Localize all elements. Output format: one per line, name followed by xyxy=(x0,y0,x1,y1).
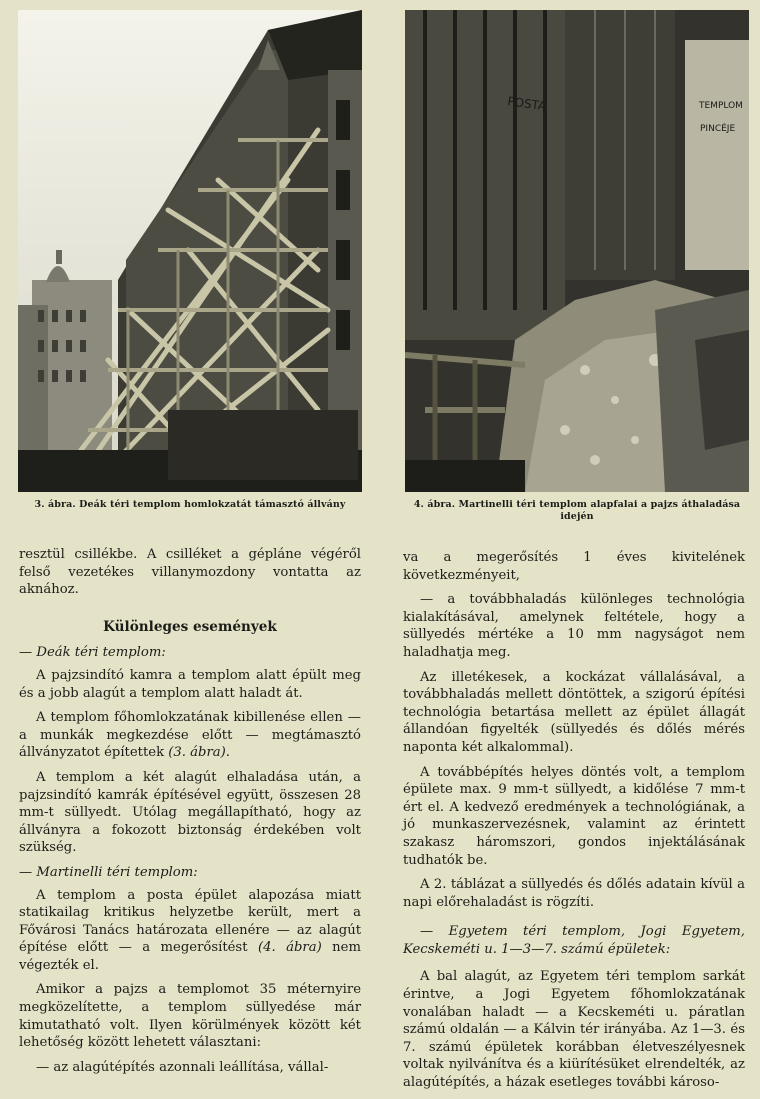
paragraph: A templom a két alagút elhaladása után, a pajzsindító kamrák építésével együtt, összesen 28 mm-t süllyedt. Utólag megállapítható, hogy az állványra a fokozott biztonság érdekében volt szükség. xyxy=(19,769,361,856)
paragraph: va a megerősítés 1 éves kivitelének következményeit, xyxy=(403,550,745,583)
paragraph: A 2. táblázat a süllyedés és dőlés adatain kívül a napi előrehaladást is rögzíti. xyxy=(403,877,745,910)
sign-templom: TEMPLOM xyxy=(699,101,743,111)
paragraph: A továbbépítés helyes döntés volt, a templom épülete max. 9 mm-t süllyedt, a kidőlése 7 mm-t ért el. A kedvező eredmények a technológiának, a jó munkaszervezésnek, valamint az érintett szakasz háromszori, gondos injektálásának tudhatók be. xyxy=(403,764,745,868)
paragraph: Az illetékesek, a kockázat vállalásával, a továbbhaladás mellett döntöttek, a szigorú építési technológia betartása mellett az épület állagát állandóan figyelték (süllyedés és dőlés mérés naponta két alkalommal). xyxy=(403,669,745,755)
paragraph: — a továbbhaladás különleges technológia kialakításával, amelynek feltétele, hogy a süllyedés mértéke a 10 mm nagyságot nem haladhatja meg. xyxy=(403,592,745,660)
paragraph: A templom a posta épület alapozása miatt statikailag kritikus helyzetbe került, mert a Fővárosi Tanács határozata ellenére — az alagút építése előtt — a megerősítést (4. ábra) nem végezték el. xyxy=(19,887,361,973)
subsection-title: — Egyetem téri templom, Jogi Egyetem, Kecskeméti u. 1—3—7. számú épületek: xyxy=(403,924,745,957)
paragraph: A pajzsindító kamra a templom alatt épült meg és a jobb alagút a templom alatt haladt át. xyxy=(19,667,361,701)
sign-posta: POSTA xyxy=(506,94,548,114)
paragraph: Amikor a pajzs a templomot 35 méternyire megközelítette, a templom süllyedése már kimutatható volt. Ilyen körülmények között két lehetőség között lehetett választani: xyxy=(19,982,361,1051)
paragraph: resztül csillékbe. A csilléket a gépláne végéről felső vezetékes villanymozdony vontatta az aknához. xyxy=(19,547,361,598)
figure-3-caption: 3. ábra. Deák téri templom homlokzatát támasztó állvány xyxy=(34,499,346,510)
subsection-title: — Martinelli téri templom: xyxy=(19,864,198,880)
section-heading: Különleges események xyxy=(103,618,277,635)
figure-4-caption: 4. ábra. Martinelli téri templom alapfalai a pajzs áthaladása idején xyxy=(413,499,741,522)
right-column xyxy=(403,549,745,1099)
sign-pinceje: PINCÉJE xyxy=(700,124,736,134)
left-column xyxy=(19,546,361,1083)
paragraph: A templom főhomlokzatának kibillenése ellen — a munkák megkezdése előtt — megtámasztó állványzatot építettek (3. ábra). xyxy=(19,710,361,761)
paragraph: — az alagútépítés azonnali leállítása, vállal- xyxy=(36,1059,329,1075)
figure-4-photo xyxy=(405,10,749,492)
figure-3-photo xyxy=(18,10,362,492)
paragraph: A bal alagút, az Egyetem téri templom sarkát érintve, a Jogi Egyetem főhomlokzatának vonalában haladt — a Kecskeméti u. páratlan számú oldalán — a Kálvin tér irányába. Az 1—3. és 7. számú épületek korábban életveszélyesnek voltak nyilvánítva és a kiürítésüket elrendelték, az alagútépítés, a házak esetleges további károso- xyxy=(403,969,745,1091)
subsection-title: — Deák téri templom: xyxy=(19,645,166,661)
